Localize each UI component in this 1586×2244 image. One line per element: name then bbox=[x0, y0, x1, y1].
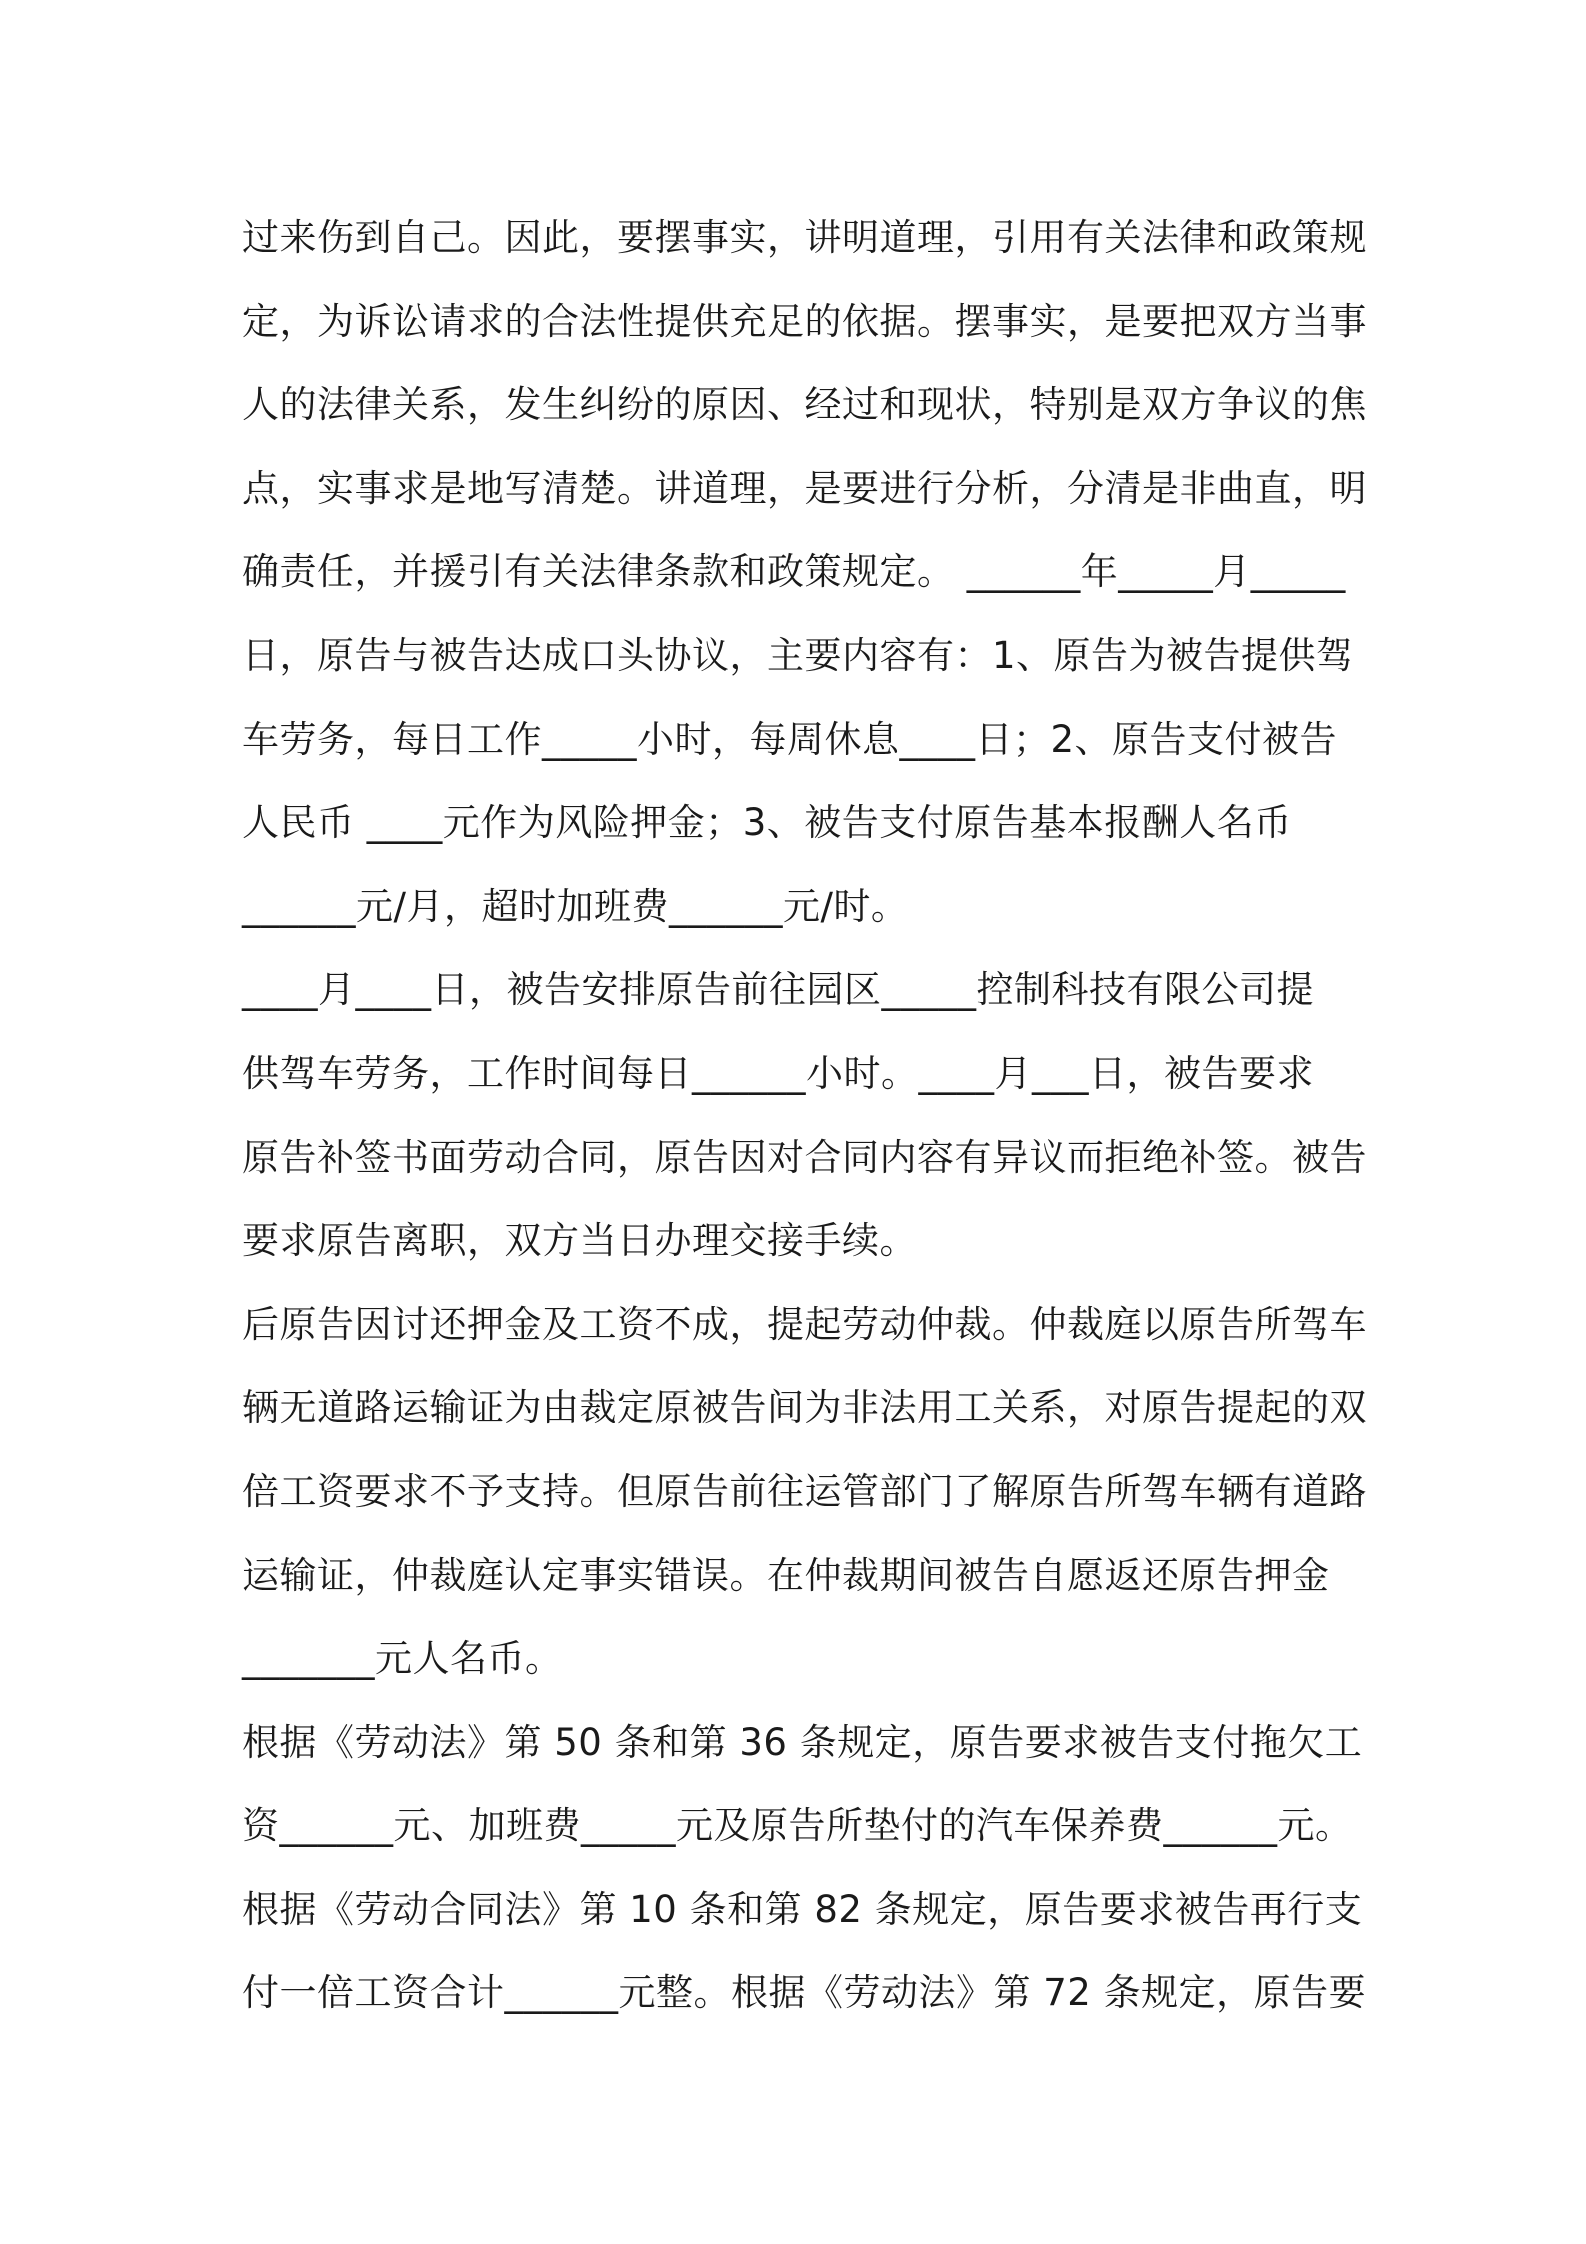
text-line: 辆无道路运输证为由裁定原被告间为非法用工关系，对原告提起的双 bbox=[242, 1386, 1367, 1430]
text-line: 车劳务，每日工作_____小时，每周休息____日；2、原告支付被告 bbox=[242, 717, 1338, 761]
text-line: 供驾车劳务，工作时间每日______小时。____月___日，被告要求 bbox=[242, 1051, 1314, 1095]
text-line: 日，原告与被告达成口头协议，主要内容有：1、原告为被告提供驾 bbox=[242, 633, 1354, 677]
text-line: 定，为诉讼请求的合法性提供充足的依据。摆事实，是要把双方当事 bbox=[242, 299, 1367, 343]
text-line: 付一倍工资合计______元整。根据《劳动法》第 72 条规定，原告要 bbox=[242, 1971, 1367, 2015]
text-line: 倍工资要求不予支持。但原告前往运管部门了解原告所驾车辆有道路 bbox=[242, 1469, 1367, 1513]
text-line: 点，实事求是地写清楚。讲道理，是要进行分析，分清是非曲直，明 bbox=[242, 466, 1367, 510]
text-line: 过来伤到自己。因此，要摆事实，讲明道理，引用有关法律和政策规 bbox=[242, 216, 1367, 259]
text-line: _______元人名币。 bbox=[242, 1637, 563, 1681]
text-line: ______元/月，超时加班费______元/时。 bbox=[242, 884, 909, 928]
text-line: 后原告因讨还押金及工资不成，提起劳动仲裁。仲裁庭以原告所驾车 bbox=[242, 1302, 1367, 1346]
text-line: 人民币 ____元作为风险押金；3、被告支付原告基本报酬人名币 bbox=[242, 801, 1292, 845]
body-text bbox=[242, 196, 1367, 2035]
text-line: 根据《劳动合同法》第 10 条和第 82 条规定，原告要求被告再行支 bbox=[242, 1887, 1363, 1931]
text-line: 资______元、加班费_____元及原告所垫付的汽车保养费______元。 bbox=[242, 1804, 1353, 1848]
text-line: 人的法律关系，发生纠纷的原因、经过和现状，特别是双方争议的焦 bbox=[242, 383, 1367, 427]
text-line: ____月____日，被告安排原告前往园区_____控制科技有限公司提 bbox=[242, 968, 1314, 1012]
text-line: 根据《劳动法》第 50 条和第 36 条规定，原告要求被告支付拖欠工 bbox=[242, 1720, 1363, 1764]
text-line: 要求原告离职，双方当日办理交接手续。 bbox=[242, 1219, 917, 1263]
text-line: 确责任，并援引有关法律条款和政策规定。 ______年_____月_____ bbox=[242, 550, 1346, 594]
text-line: 原告补签书面劳动合同，原告因对合同内容有异议而拒绝补签。被告 bbox=[242, 1135, 1367, 1179]
text-line: 运输证，仲裁庭认定事实错误。在仲裁期间被告自愿返还原告押金 bbox=[242, 1553, 1330, 1597]
